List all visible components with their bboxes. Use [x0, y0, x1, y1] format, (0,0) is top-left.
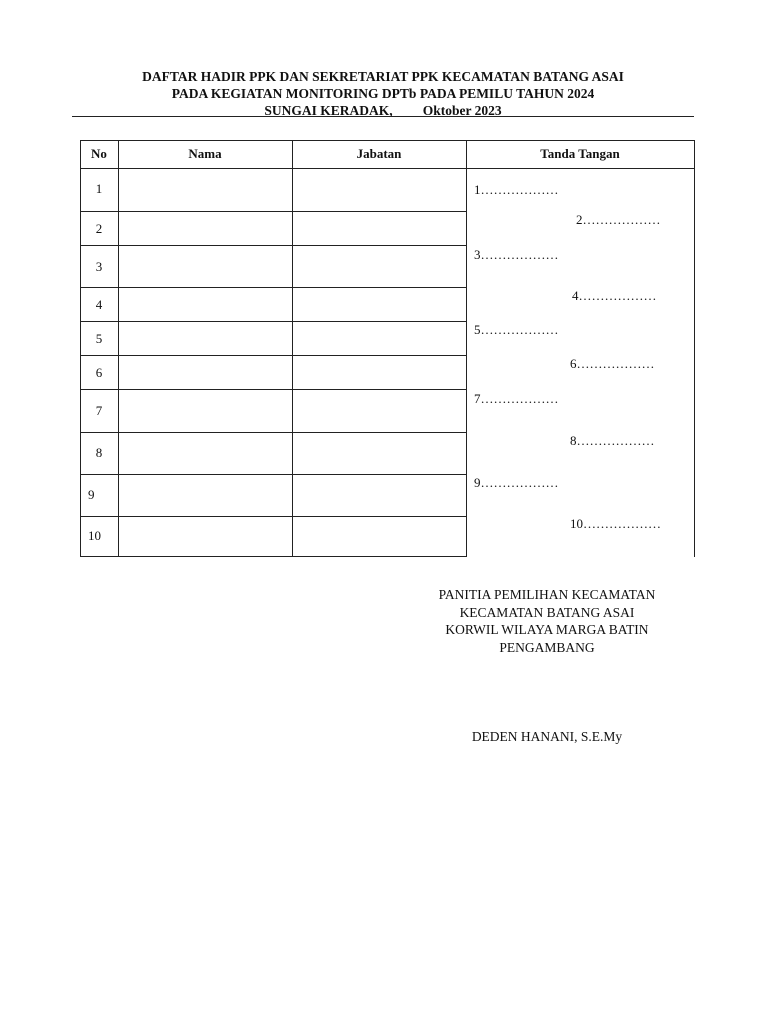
- row-rule: [80, 245, 467, 246]
- row-rule: [80, 432, 467, 433]
- table-header-rule: [80, 168, 695, 169]
- row-number: 6: [95, 365, 103, 380]
- signature-line: 5………………: [474, 322, 559, 337]
- row-number: 7: [95, 403, 103, 418]
- row-rule: [80, 355, 467, 356]
- row-rule: [80, 389, 467, 390]
- table-border-bottom: [80, 556, 467, 557]
- row-rule: [80, 516, 467, 517]
- row-number: 9: [88, 487, 95, 502]
- column-header-no: No: [91, 146, 107, 161]
- row-rule: [80, 211, 467, 212]
- signature-line: 3………………: [474, 247, 559, 262]
- footer-org-line: KECAMATAN BATANG ASAI: [459, 604, 635, 620]
- attendance-table: [80, 140, 696, 558]
- row-number: 5: [95, 331, 103, 346]
- row-rule: [80, 474, 467, 475]
- signature-line: 7………………: [474, 391, 559, 406]
- signature-line: 10………………: [570, 516, 661, 531]
- signature-line: 1………………: [474, 182, 559, 197]
- row-number: 4: [95, 297, 103, 312]
- title-rule: [72, 116, 694, 117]
- signature-line: 6………………: [570, 356, 655, 371]
- row-number: 2: [95, 221, 103, 236]
- document-title: [72, 68, 694, 119]
- title-line-1: DAFTAR HADIR PPK DAN SEKRETARIAT PPK KECAMATAN BATANG ASAI: [142, 69, 624, 84]
- table-divider-no: [118, 140, 119, 557]
- row-number: 8: [95, 445, 103, 460]
- title-place: SUNGAI KERADAK,: [264, 103, 393, 118]
- signature-line: 4………………: [572, 288, 657, 303]
- footer-org-line: KORWIL WILAYA MARGA BATIN: [445, 622, 649, 637]
- row-rule: [80, 287, 467, 288]
- table-divider-jabatan: [466, 140, 467, 557]
- column-header-tanda-tangan: Tanda Tangan: [540, 146, 620, 161]
- column-header-nama: Nama: [188, 146, 222, 161]
- row-rule: [80, 321, 467, 322]
- row-number: 10: [88, 528, 101, 543]
- title-date: Oktober 2023: [422, 103, 502, 118]
- row-number: 3: [95, 259, 103, 274]
- table-border-right: [694, 140, 695, 557]
- signature-line: 2………………: [576, 212, 661, 227]
- title-line-2: PADA KEGIATAN MONITORING DPTb PADA PEMILU TAHUN 2024: [171, 86, 595, 101]
- row-number: 1: [95, 181, 103, 196]
- signature-line: 8………………: [570, 433, 655, 448]
- footer-org-line: PANITIA PEMILIHAN KECAMATAN: [438, 587, 656, 602]
- footer-organization: [418, 586, 676, 656]
- signature-line: 9………………: [474, 475, 559, 490]
- signer-name: DEDEN HANANI, S.E.My: [471, 729, 623, 744]
- footer-org-line: PENGAMBANG: [499, 639, 595, 655]
- table-divider-nama: [292, 140, 293, 557]
- column-header-jabatan: Jabatan: [356, 146, 402, 161]
